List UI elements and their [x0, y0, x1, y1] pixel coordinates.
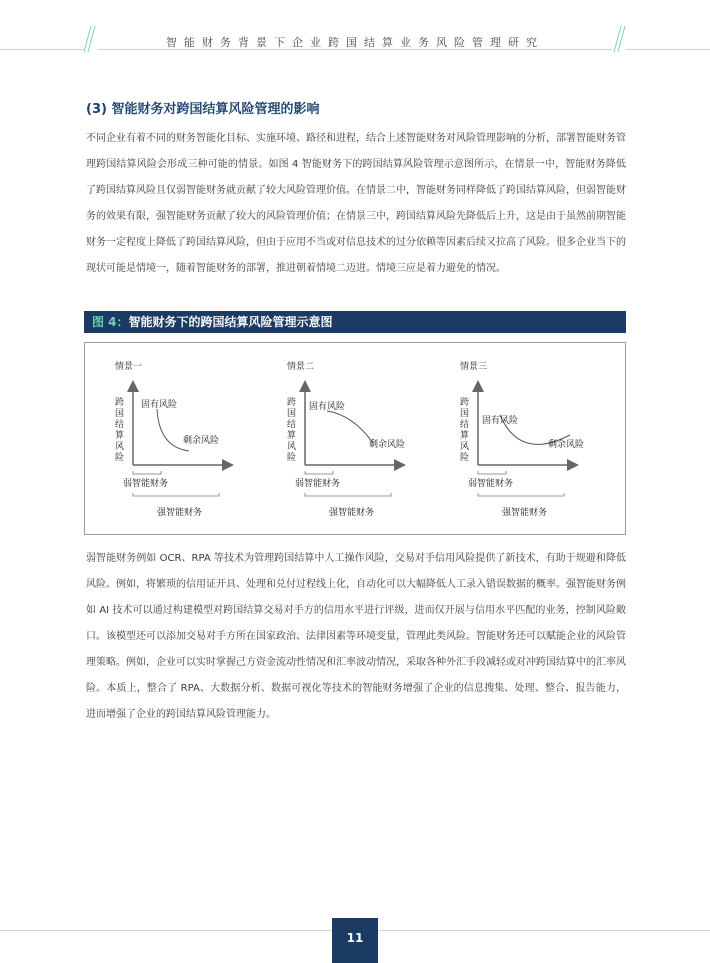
y-axis-label-char: 险	[115, 453, 125, 463]
weak-bracket	[305, 471, 333, 474]
y-axis-label-char: 结	[287, 420, 297, 430]
y-axis-label-char: 险	[460, 453, 470, 463]
paragraph-intro: 不同企业有着不同的财务智能化目标、实施环境、路径和进程，结合上述智能财务对风险管理影响的分析，部署智能财务管理跨国结算风险会形成三种可能的情景。如图 4 智能财务下的跨国结算风险管理示意图所示，在情景一中，智能财务降低了跨国结算风险且仅弱智能财务就贡献了较大风险管理价值。在情景二中，智能财务同样降低了跨国结算风险，但弱智能财务的效果有限，强智能财务贡献了较大的风险管理价值；在情景三中，跨国结算风险先降低后上升，这是由于虽然前期智能财务一定程度上降低了跨国结算风险，但由于应用不当或对信息技术的过分依赖等因素后续又拉高了风险。很多企业当下的现状可能是情境一，随着智能财务的部署，推进朝着情境二迈进。情境三应是着力避免的情况。	[86, 133, 626, 274]
decorative-slash-icon	[612, 26, 626, 52]
y-axis-label-char: 国	[115, 409, 125, 419]
weak-bracket	[478, 471, 506, 474]
scenario-3	[460, 360, 584, 518]
weak-bracket	[133, 471, 161, 474]
y-axis-label-char: 风	[460, 442, 470, 452]
y-axis-label-char: 跨	[460, 398, 470, 408]
strong-label: 强智能财务	[329, 508, 375, 518]
section-heading: (3) 智能财务对跨国结算风险管理的影响	[86, 102, 320, 117]
strong-bracket	[133, 493, 219, 496]
inherent-risk-label: 固有风险	[482, 416, 519, 426]
strong-label: 强智能财务	[157, 508, 203, 518]
y-axis-label-char: 风	[287, 442, 297, 452]
y-axis-label-char: 结	[460, 420, 470, 430]
figure-diagram	[84, 342, 626, 535]
strong-bracket	[305, 493, 391, 496]
figure-title: 智能财务下的跨国结算风险管理示意图	[128, 315, 333, 329]
header-rule-middle	[98, 49, 612, 50]
page-number: 11	[346, 931, 364, 945]
page-header	[0, 0, 710, 52]
y-axis-label-char: 跨	[115, 398, 125, 408]
residual-risk-label: 剩余风险	[548, 440, 585, 450]
residual-risk-label: 剩余风险	[369, 440, 406, 450]
scenario-title: 情景二	[287, 362, 315, 372]
weak-label: 弱智能财务	[468, 479, 514, 489]
header-rule-left	[0, 49, 84, 50]
y-axis-label-char: 算	[115, 431, 125, 441]
figure-title-bar	[84, 311, 626, 333]
y-axis-label-char: 算	[287, 431, 297, 441]
y-axis-label-char: 险	[287, 453, 297, 463]
diagram-svg	[85, 343, 627, 536]
page-number-badge	[332, 918, 378, 963]
residual-risk-label: 剩余风险	[183, 436, 220, 446]
weak-label: 弱智能财务	[295, 479, 341, 489]
y-axis-label-char: 跨	[287, 398, 297, 408]
figure-number: 图 4：	[92, 315, 129, 329]
scenario-title: 情景一	[115, 362, 143, 372]
header-rule-right	[626, 49, 710, 50]
scenario-2	[287, 360, 405, 518]
strong-bracket	[478, 493, 564, 496]
inherent-risk-label: 固有风险	[141, 400, 178, 410]
y-axis-label-char: 国	[287, 409, 297, 419]
y-axis-label-char: 结	[115, 420, 125, 430]
y-axis-label-char: 算	[460, 431, 470, 441]
paragraph-detail: 弱智能财务例如 OCR、RPA 等技术为管理跨国结算中人工操作风险，交易对手信用风险提供了新技术，有助于规避和降低风险。例如，将繁琐的信用证开具、处理和兑付过程线上化，自动化可以大幅降低人工录入错误数据的概率。强智能财务例如 AI 技术可以通过构建模型对跨国结算交易对手方的信用水平进行评级，进而仅开展与信用水平匹配的业务，控制风险敞口。该模型还可以添加交易对手方所在国家政治、法律因素等环境变量，管理此类风险。智能财务还可以赋能企业的风险管理策略。例如，企业可以实时掌握己方资金流动性情况和汇率波动情况，采取各种外汇手段减轻或对冲跨国结算中的汇率风险。本质上，整合了 RPA、大数据分析、数据可视化等技术的智能财务增强了企业的信息搜集、处理、整合、报告能力，进而增强了企业的跨国结算风险管理能力。	[86, 553, 626, 720]
scenario-title: 情景三	[460, 362, 488, 372]
inherent-risk-label: 固有风险	[309, 402, 346, 412]
y-axis-label-char: 风	[115, 442, 125, 452]
header-title: 智能财务背景下企业跨国结算业务风险管理研究	[166, 36, 544, 49]
y-axis-label-char: 国	[460, 409, 470, 419]
strong-label: 强智能财务	[502, 508, 548, 518]
weak-label: 弱智能财务	[123, 479, 169, 489]
scenario-1	[115, 360, 231, 518]
risk-curve	[327, 411, 373, 443]
